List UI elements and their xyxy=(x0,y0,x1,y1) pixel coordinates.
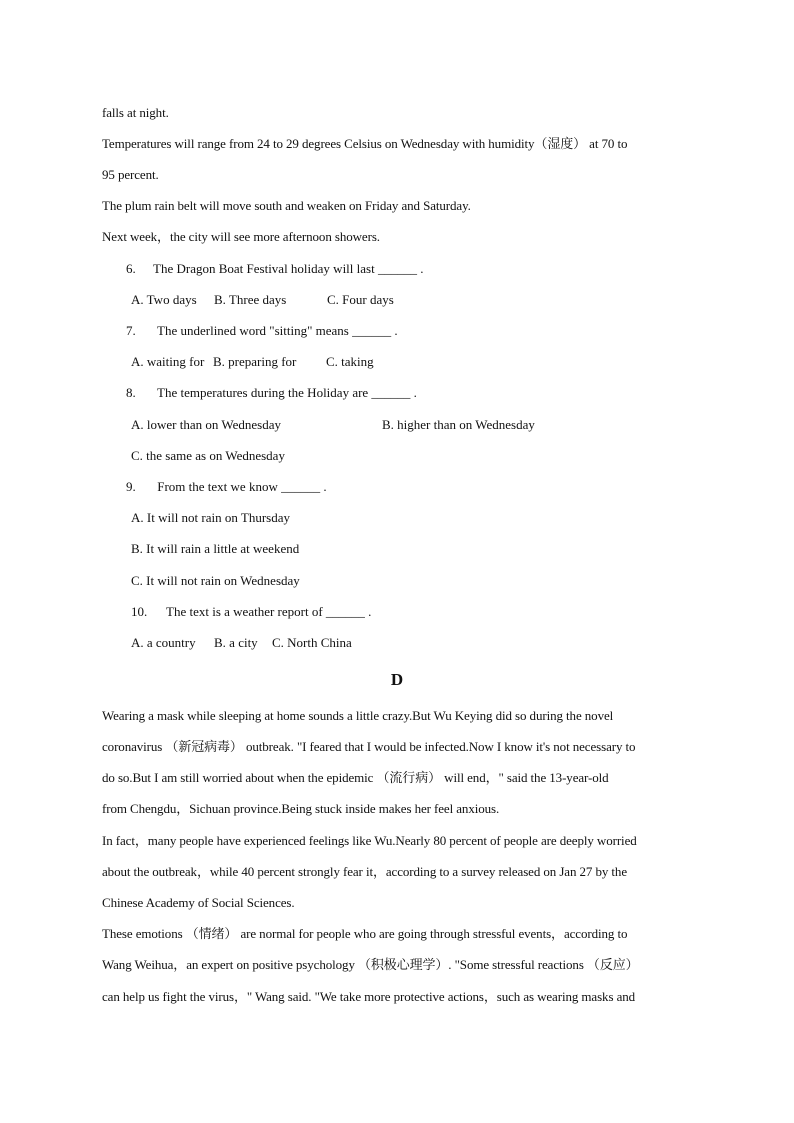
passage-line: do so.But I am still worried about when the epidemic （流行病） will end，" said the 13-year-old xyxy=(102,770,609,785)
question-number: 9. xyxy=(126,479,136,494)
option-b: B. preparing for xyxy=(213,354,297,369)
question-text: The Dragon Boat Festival holiday will last ______ . xyxy=(153,261,424,276)
option-a: A. Two days xyxy=(131,292,197,307)
question-6 xyxy=(126,261,423,277)
question-8 xyxy=(126,385,417,401)
passage-line: Next week，the city will see more afternoon showers. xyxy=(102,229,380,244)
question-number: 10. xyxy=(131,604,148,619)
question-10 xyxy=(131,604,371,620)
passage-line: about the outbreak，while 40 percent strongly fear it，according to a survey released on Jan 27 by the xyxy=(102,864,627,879)
question-number: 6. xyxy=(126,261,136,276)
passage-line: can help us fight the virus，" Wang said. "We take more protective actions，such as wearing masks and xyxy=(102,989,636,1004)
passage-line: coronavirus （新冠病毒） outbreak. "I feared that I would be infected.Now I know it's not necessary to xyxy=(102,739,636,754)
section-heading: D xyxy=(390,670,404,689)
option-b: B. Three days xyxy=(214,292,287,307)
question-text: The text is a weather report of ______ . xyxy=(166,604,372,619)
passage-line: 95 percent. xyxy=(102,167,159,182)
option-a: A. It will not rain on Thursday xyxy=(131,510,290,525)
option-b: B. It will rain a little at weekend xyxy=(131,541,300,556)
option-a: A. a country xyxy=(131,635,196,650)
option-c: C. taking xyxy=(326,354,374,369)
question-text: The underlined word "sitting" means ______ . xyxy=(157,323,398,338)
option-b: B. higher than on Wednesday xyxy=(382,417,535,432)
question-7 xyxy=(126,323,398,339)
passage-line: The plum rain belt will move south and weaken on Friday and Saturday. xyxy=(102,198,471,213)
passage-line: Wearing a mask while sleeping at home sounds a little crazy.But Wu Keying did so during the novel xyxy=(102,708,614,723)
option-c: C. North China xyxy=(272,635,352,650)
option-a: A. lower than on Wednesday xyxy=(131,417,281,432)
option-b: B. a city xyxy=(214,635,258,650)
passage-line: Chinese Academy of Social Sciences. xyxy=(102,895,295,910)
option-c: C. Four days xyxy=(327,292,394,307)
option-c: C. the same as on Wednesday xyxy=(131,448,285,463)
passage-line: Temperatures will range from 24 to 29 degrees Celsius on Wednesday with humidity（湿度） at 70 to xyxy=(102,136,628,151)
question-number: 7. xyxy=(126,323,136,338)
passage-line: falls at night. xyxy=(102,105,169,120)
passage-line: Wang Weihua，an expert on positive psychology （积极心理学）. "Some stressful reactions （反应） xyxy=(102,957,639,972)
passage-line: from Chengdu，Sichuan province.Being stuck inside makes her feel anxious. xyxy=(102,801,500,816)
question-text: The temperatures during the Holiday are ______ . xyxy=(157,385,417,400)
option-a: A. waiting for xyxy=(131,354,205,369)
option-c: C. It will not rain on Wednesday xyxy=(131,573,300,588)
question-text: From the text we know ______ . xyxy=(157,479,327,494)
passage-line: In fact，many people have experienced feelings like Wu.Nearly 80 percent of people are deeply worried xyxy=(102,833,637,848)
passage-line: These emotions （情绪） are normal for people who are going through stressful events，according to xyxy=(102,926,628,941)
question-9 xyxy=(126,479,327,495)
question-number: 8. xyxy=(126,385,136,400)
